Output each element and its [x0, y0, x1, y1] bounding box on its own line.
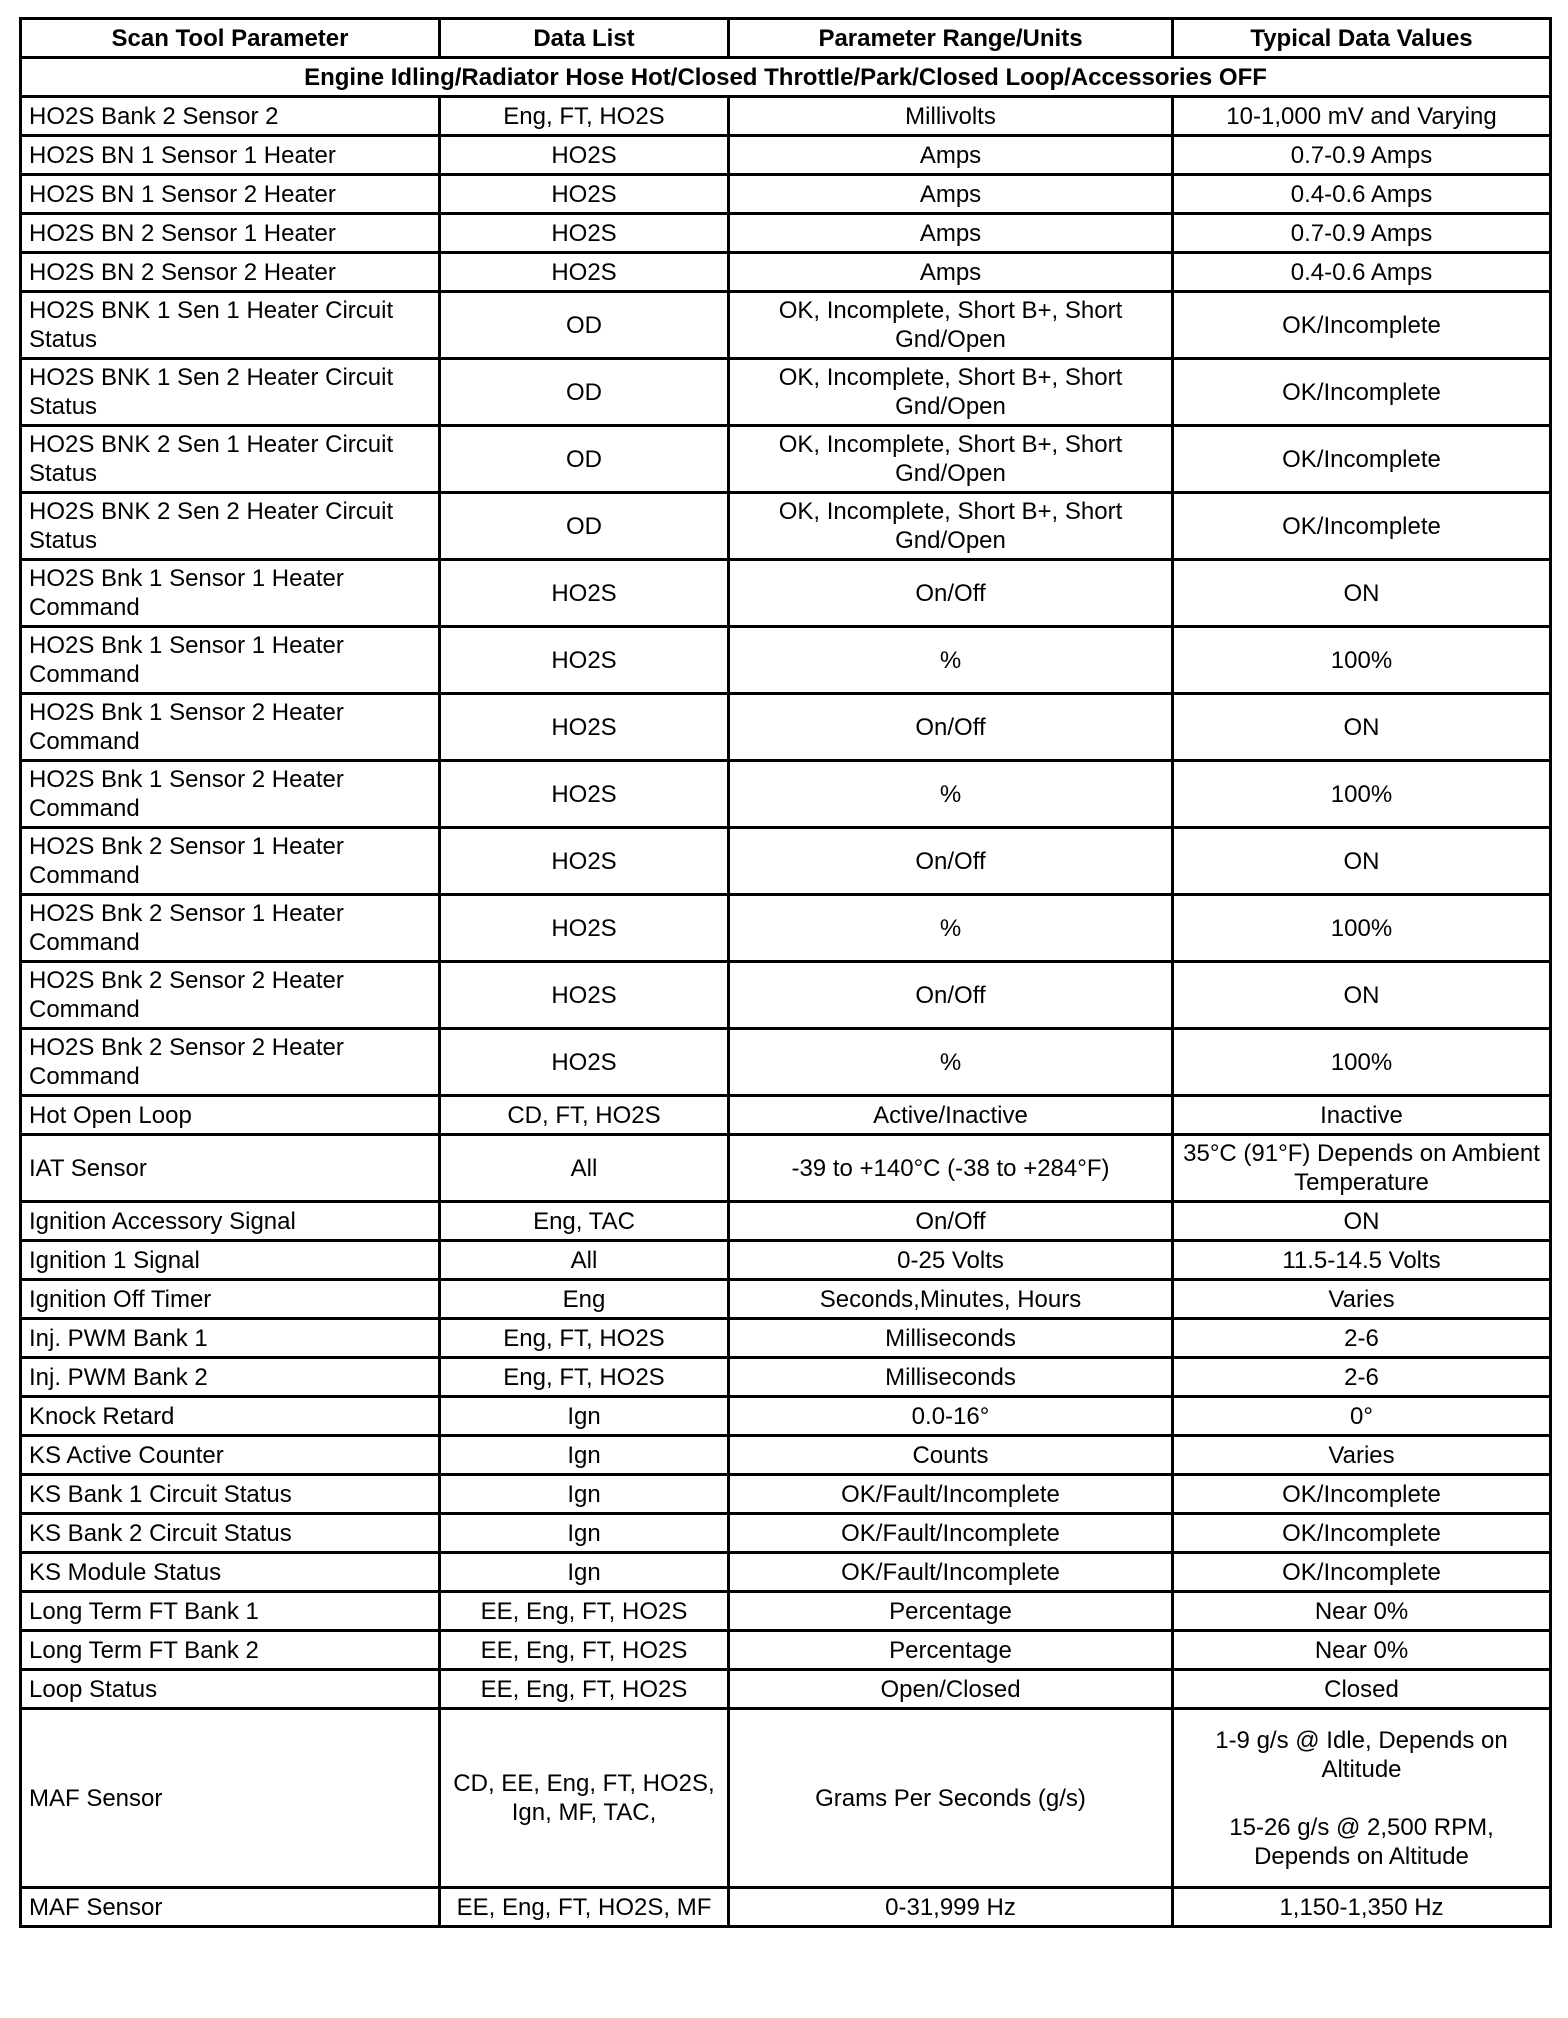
range-units: -39 to +140°C (-38 to +284°F)	[729, 1135, 1173, 1202]
param-name: MAF Sensor	[21, 1888, 440, 1927]
data-list: HO2S	[440, 895, 729, 962]
param-name: KS Module Status	[21, 1553, 440, 1592]
param-name: HO2S Bnk 1 Sensor 2 Heater Command	[21, 694, 440, 761]
range-units: Active/Inactive	[729, 1096, 1173, 1135]
typical-value: 100%	[1173, 1029, 1551, 1096]
typical-value: ON	[1173, 962, 1551, 1029]
range-units: OK, Incomplete, Short B+, Short Gnd/Open	[729, 359, 1173, 426]
range-units: OK, Incomplete, Short B+, Short Gnd/Open	[729, 426, 1173, 493]
range-units: On/Off	[729, 560, 1173, 627]
param-name: HO2S Bnk 2 Sensor 2 Heater Command	[21, 962, 440, 1029]
data-list: OD	[440, 493, 729, 560]
table-row	[21, 1436, 1551, 1475]
table-row	[21, 1096, 1551, 1135]
header-typical-values: Typical Data Values	[1173, 19, 1551, 58]
typical-value-2500rpm: 15-26 g/s @ 2,500 RPM, Depends on Altitude	[1229, 1813, 1494, 1870]
table-row	[21, 175, 1551, 214]
data-list: HO2S	[440, 136, 729, 175]
range-units: On/Off	[729, 1202, 1173, 1241]
range-units: On/Off	[729, 694, 1173, 761]
range-units: Millivolts	[729, 97, 1173, 136]
range-units: 0.0-16°	[729, 1397, 1173, 1436]
table-row	[21, 1358, 1551, 1397]
typical-value: 35°C (91°F) Depends on Ambient Temperature	[1173, 1135, 1551, 1202]
range-units: Amps	[729, 253, 1173, 292]
spacer	[1181, 1784, 1542, 1813]
data-list: OD	[440, 359, 729, 426]
param-name: HO2S Bnk 1 Sensor 1 Heater Command	[21, 627, 440, 694]
param-name: HO2S Bnk 1 Sensor 2 Heater Command	[21, 761, 440, 828]
table-row	[21, 761, 1551, 828]
range-units: 0-25 Volts	[729, 1241, 1173, 1280]
table-row	[21, 1888, 1551, 1927]
header-row	[21, 19, 1551, 58]
range-units: On/Off	[729, 962, 1173, 1029]
typical-value: OK/Incomplete	[1173, 426, 1551, 493]
param-name: Inj. PWM Bank 1	[21, 1319, 440, 1358]
data-list: All	[440, 1135, 729, 1202]
typical-value: Near 0%	[1173, 1592, 1551, 1631]
range-units: Open/Closed	[729, 1670, 1173, 1709]
data-list: Eng, FT, HO2S	[440, 97, 729, 136]
typical-value: 0°	[1173, 1397, 1551, 1436]
typical-value: 2-6	[1173, 1358, 1551, 1397]
table-row	[21, 1709, 1551, 1888]
table-row	[21, 1670, 1551, 1709]
param-name: HO2S Bnk 2 Sensor 1 Heater Command	[21, 828, 440, 895]
operating-condition: Engine Idling/Radiator Hose Hot/Closed Throttle/Park/Closed Loop/Accessories OFF	[21, 58, 1551, 97]
typical-value: 0.4-0.6 Amps	[1173, 253, 1551, 292]
data-list: Eng, TAC	[440, 1202, 729, 1241]
typical-value: Varies	[1173, 1436, 1551, 1475]
table-body	[21, 58, 1551, 1927]
param-name: Hot Open Loop	[21, 1096, 440, 1135]
typical-value: 0.7-0.9 Amps	[1173, 136, 1551, 175]
range-units: 0-31,999 Hz	[729, 1888, 1173, 1927]
table-row	[21, 97, 1551, 136]
typical-value: Inactive	[1173, 1096, 1551, 1135]
typical-value: 10-1,000 mV and Varying	[1173, 97, 1551, 136]
typical-value	[1173, 1709, 1551, 1888]
data-list: OD	[440, 426, 729, 493]
param-name: HO2S Bnk 2 Sensor 1 Heater Command	[21, 895, 440, 962]
range-units: Counts	[729, 1436, 1173, 1475]
table-row	[21, 253, 1551, 292]
typical-value: 0.4-0.6 Amps	[1173, 175, 1551, 214]
header-range-units: Parameter Range/Units	[729, 19, 1173, 58]
typical-value: Near 0%	[1173, 1631, 1551, 1670]
typical-value: OK/Incomplete	[1173, 1475, 1551, 1514]
data-list: HO2S	[440, 1029, 729, 1096]
table-row	[21, 1514, 1551, 1553]
data-list: HO2S	[440, 761, 729, 828]
param-name: HO2S BNK 2 Sen 1 Heater Circuit Status	[21, 426, 440, 493]
data-list: OD	[440, 292, 729, 359]
table-row	[21, 1135, 1551, 1202]
data-list: CD, FT, HO2S	[440, 1096, 729, 1135]
header-data-list: Data List	[440, 19, 729, 58]
table-row	[21, 426, 1551, 493]
data-list: HO2S	[440, 627, 729, 694]
data-list: HO2S	[440, 962, 729, 1029]
data-list: HO2S	[440, 560, 729, 627]
typical-value: OK/Incomplete	[1173, 1553, 1551, 1592]
table-row	[21, 1202, 1551, 1241]
typical-value: Closed	[1173, 1670, 1551, 1709]
table-row	[21, 1029, 1551, 1096]
range-units: %	[729, 761, 1173, 828]
table-row	[21, 1553, 1551, 1592]
param-name: Ignition 1 Signal	[21, 1241, 440, 1280]
table-row	[21, 1319, 1551, 1358]
param-name: Ignition Off Timer	[21, 1280, 440, 1319]
range-units: Percentage	[729, 1631, 1173, 1670]
param-name: HO2S Bank 2 Sensor 2	[21, 97, 440, 136]
data-list: HO2S	[440, 214, 729, 253]
typical-value: 100%	[1173, 627, 1551, 694]
range-units: Amps	[729, 175, 1173, 214]
range-units: %	[729, 895, 1173, 962]
param-name: HO2S Bnk 2 Sensor 2 Heater Command	[21, 1029, 440, 1096]
data-list: HO2S	[440, 175, 729, 214]
param-name: HO2S BN 1 Sensor 2 Heater	[21, 175, 440, 214]
param-name: Loop Status	[21, 1670, 440, 1709]
typical-value: Varies	[1173, 1280, 1551, 1319]
data-list: CD, EE, Eng, FT, HO2S, Ign, MF, TAC,	[440, 1709, 729, 1888]
param-name: IAT Sensor	[21, 1135, 440, 1202]
table-row	[21, 1631, 1551, 1670]
param-name: HO2S BN 2 Sensor 2 Heater	[21, 253, 440, 292]
data-list: Ign	[440, 1475, 729, 1514]
param-name: KS Bank 2 Circuit Status	[21, 1514, 440, 1553]
typical-value: 100%	[1173, 761, 1551, 828]
typical-value: OK/Incomplete	[1173, 292, 1551, 359]
typical-value: ON	[1173, 694, 1551, 761]
data-list: EE, Eng, FT, HO2S, MF	[440, 1888, 729, 1927]
table-row	[21, 1397, 1551, 1436]
typical-value: OK/Incomplete	[1173, 493, 1551, 560]
range-units: Seconds,Minutes, Hours	[729, 1280, 1173, 1319]
data-list: Ign	[440, 1397, 729, 1436]
param-name: MAF Sensor	[21, 1709, 440, 1888]
range-units: OK, Incomplete, Short B+, Short Gnd/Open	[729, 292, 1173, 359]
table-row	[21, 1592, 1551, 1631]
typical-value-idle: 1-9 g/s @ Idle, Depends on Altitude	[1215, 1726, 1508, 1783]
range-units: OK/Fault/Incomplete	[729, 1553, 1173, 1592]
data-list: Eng, FT, HO2S	[440, 1319, 729, 1358]
table-row	[21, 1280, 1551, 1319]
range-units: Milliseconds	[729, 1319, 1173, 1358]
typical-value: OK/Incomplete	[1173, 359, 1551, 426]
typical-value: 0.7-0.9 Amps	[1173, 214, 1551, 253]
table-row	[21, 359, 1551, 426]
data-list: Ign	[440, 1553, 729, 1592]
table-row	[21, 627, 1551, 694]
param-name: Long Term FT Bank 1	[21, 1592, 440, 1631]
range-units: On/Off	[729, 828, 1173, 895]
data-list: Eng	[440, 1280, 729, 1319]
data-list: Ign	[440, 1436, 729, 1475]
range-units: Percentage	[729, 1592, 1173, 1631]
range-units: Grams Per Seconds (g/s)	[729, 1709, 1173, 1888]
param-name: HO2S BNK 2 Sen 2 Heater Circuit Status	[21, 493, 440, 560]
param-name: HO2S Bnk 1 Sensor 1 Heater Command	[21, 560, 440, 627]
range-units: OK, Incomplete, Short B+, Short Gnd/Open	[729, 493, 1173, 560]
table-row	[21, 962, 1551, 1029]
range-units: %	[729, 627, 1173, 694]
range-units: Amps	[729, 136, 1173, 175]
typical-value: 100%	[1173, 895, 1551, 962]
range-units: Milliseconds	[729, 1358, 1173, 1397]
table-row	[21, 895, 1551, 962]
table-row	[21, 828, 1551, 895]
param-name: KS Active Counter	[21, 1436, 440, 1475]
param-name: KS Bank 1 Circuit Status	[21, 1475, 440, 1514]
table-row	[21, 214, 1551, 253]
data-list: All	[440, 1241, 729, 1280]
typical-value: 1,150-1,350 Hz	[1173, 1888, 1551, 1927]
data-list: Eng, FT, HO2S	[440, 1358, 729, 1397]
table-row	[21, 1475, 1551, 1514]
data-list: HO2S	[440, 253, 729, 292]
data-list: HO2S	[440, 828, 729, 895]
typical-value: ON	[1173, 560, 1551, 627]
range-units: OK/Fault/Incomplete	[729, 1514, 1173, 1553]
data-list: EE, Eng, FT, HO2S	[440, 1631, 729, 1670]
table-row	[21, 292, 1551, 359]
param-name: HO2S BN 1 Sensor 1 Heater	[21, 136, 440, 175]
param-name: Knock Retard	[21, 1397, 440, 1436]
table-row	[21, 1241, 1551, 1280]
typical-value: ON	[1173, 828, 1551, 895]
range-units: %	[729, 1029, 1173, 1096]
param-name: HO2S BNK 1 Sen 2 Heater Circuit Status	[21, 359, 440, 426]
data-list: Ign	[440, 1514, 729, 1553]
param-name: Ignition Accessory Signal	[21, 1202, 440, 1241]
range-units: OK/Fault/Incomplete	[729, 1475, 1173, 1514]
scan-tool-data-table	[19, 17, 1552, 1928]
param-name: HO2S BN 2 Sensor 1 Heater	[21, 214, 440, 253]
table-row	[21, 136, 1551, 175]
header-parameter: Scan Tool Parameter	[21, 19, 440, 58]
data-list: EE, Eng, FT, HO2S	[440, 1670, 729, 1709]
condition-row	[21, 58, 1551, 97]
typical-value: ON	[1173, 1202, 1551, 1241]
data-list: EE, Eng, FT, HO2S	[440, 1592, 729, 1631]
typical-value: 2-6	[1173, 1319, 1551, 1358]
param-name: HO2S BNK 1 Sen 1 Heater Circuit Status	[21, 292, 440, 359]
param-name: Inj. PWM Bank 2	[21, 1358, 440, 1397]
typical-value: OK/Incomplete	[1173, 1514, 1551, 1553]
table-row	[21, 493, 1551, 560]
table-row	[21, 694, 1551, 761]
param-name: Long Term FT Bank 2	[21, 1631, 440, 1670]
typical-value: 11.5-14.5 Volts	[1173, 1241, 1551, 1280]
data-list: HO2S	[440, 694, 729, 761]
range-units: Amps	[729, 214, 1173, 253]
table-row	[21, 560, 1551, 627]
